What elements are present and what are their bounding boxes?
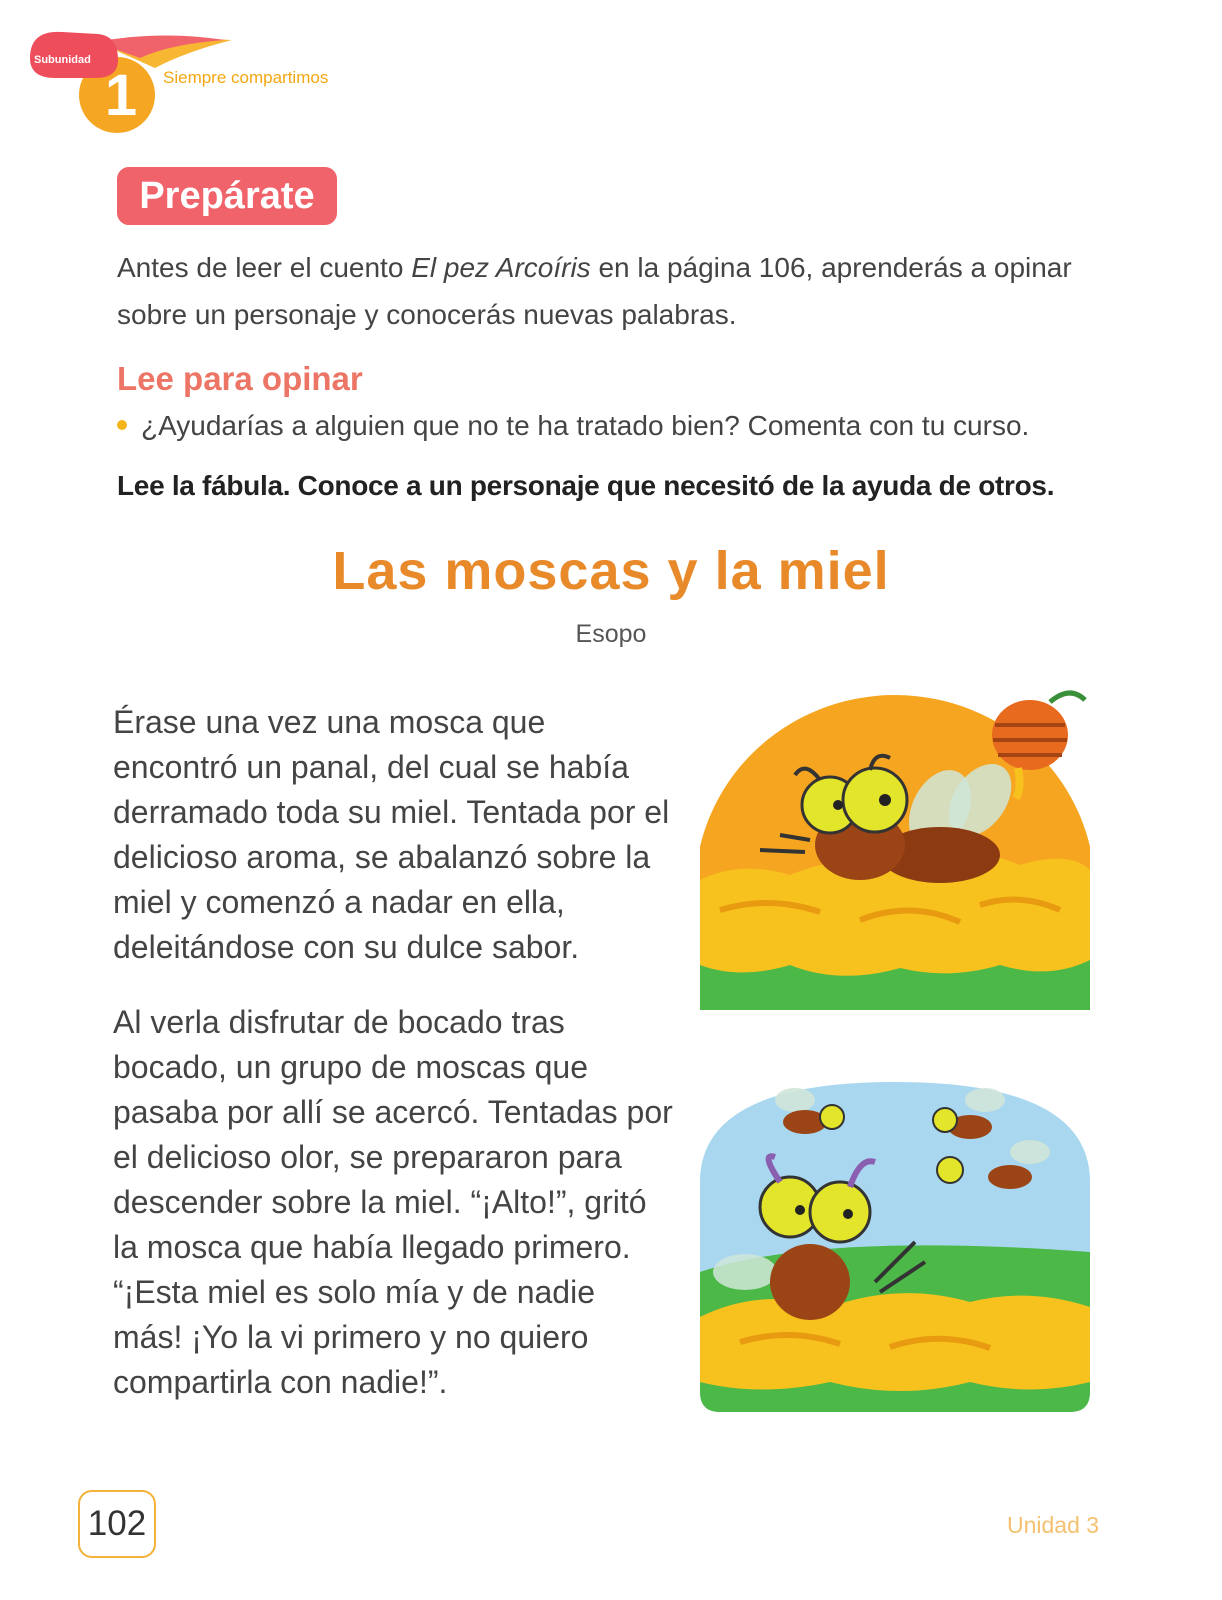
reading-instruction: Lee la fábula. Conoce a un personaje que necesitó de la ayuda de otros. xyxy=(117,470,1055,501)
section-heading: Lee para opinar xyxy=(117,360,363,397)
fly-in-honey-illustration xyxy=(700,680,1090,1010)
page-number: 102 xyxy=(78,1490,156,1558)
question-text: ¿Ayudarías a alguien que no te ha tratado bien? Comenta con tu curso. xyxy=(141,410,1030,441)
intro-after: en la página 106, aprenderás a opinar sobre un personaje y conocerás nuevas palabras. xyxy=(117,252,1072,330)
intro-before: Antes de leer el cuento xyxy=(117,252,412,283)
story-paragraph-1: Érase una vez una mosca que encontró un panal, del cual se había derramado toda su miel. Tentada por el delicioso aroma, se abalanzó sobre la miel y comenzó a nadar en ella, deleitándose con su dulce sabor. xyxy=(113,704,670,965)
subunit-label: Subunidad xyxy=(34,54,91,66)
intro-text xyxy=(117,244,1117,338)
flies-approaching-illustration xyxy=(700,1082,1090,1412)
discussion-question xyxy=(117,410,1117,442)
subunit-header xyxy=(0,0,400,150)
subunit-title: Siempre compartimos xyxy=(163,68,329,87)
story-paragraph-2: Al verla disfrutar de bocado tras bocado, un grupo de moscas que pasaba por allí se acercó. Tentadas por el delicioso olor, se prepararon para descender sobre la miel. “¡Alto!”, gritó la mosca que había llegado primero. “¡Esta miel es solo mía y de nadie más! ¡Yo la vi primero y no quiero compartirla con nadie!”. xyxy=(113,1004,673,1400)
subunit-number: 1 xyxy=(104,63,138,128)
story-author: Esopo xyxy=(575,620,647,648)
bullet-icon xyxy=(117,420,127,430)
prepare-badge: Prepárate xyxy=(117,167,337,225)
story-title: Las moscas y la miel xyxy=(332,541,890,601)
intro-story-title: El pez Arcoíris xyxy=(411,252,591,283)
unit-footer: Unidad 3 xyxy=(1007,1512,1100,1538)
